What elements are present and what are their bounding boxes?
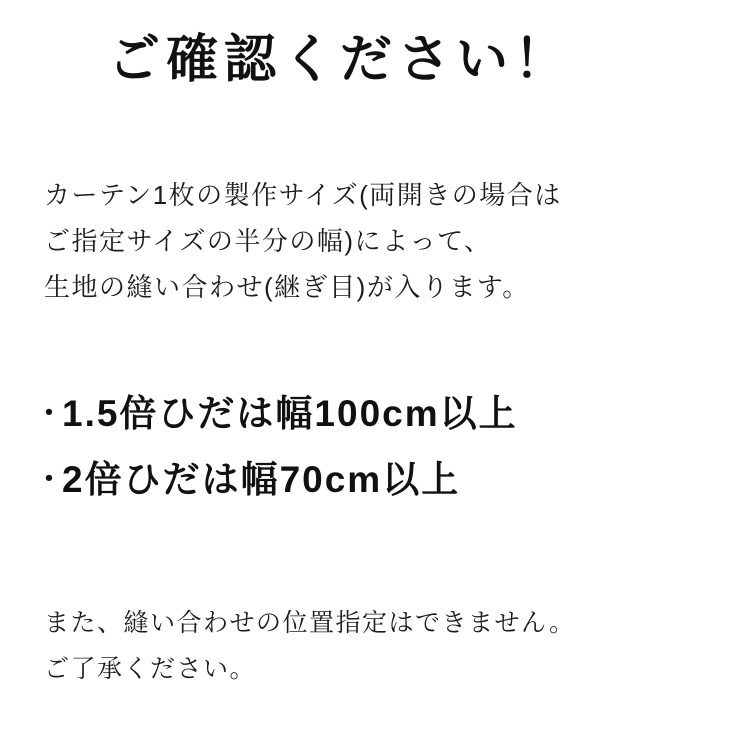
body-line: 生地の縫い合わせ(継ぎ目)が入ります。	[44, 272, 530, 302]
list-item	[32, 454, 722, 506]
footer-note	[44, 600, 714, 692]
bullet-list	[32, 388, 722, 520]
footer-line: また、縫い合わせの位置指定はできません。	[44, 609, 576, 637]
body-paragraph	[44, 172, 704, 310]
bullet-dot-icon: ・	[32, 395, 66, 433]
list-item	[32, 388, 722, 440]
page-title: ご確認ください！	[108, 31, 573, 89]
body-line: ご指定サイズの半分の幅)によって、	[44, 226, 492, 256]
bullet-dot-icon: ・	[32, 461, 66, 499]
list-item-label: 2倍ひだは幅70cm以上	[62, 459, 461, 500]
footer-line: ご了承ください。	[44, 655, 257, 683]
list-item-label: 1.5倍ひだは幅100cm以上	[62, 393, 518, 434]
body-line: カーテン1枚の製作サイズ(両開きの場合は	[44, 180, 562, 210]
